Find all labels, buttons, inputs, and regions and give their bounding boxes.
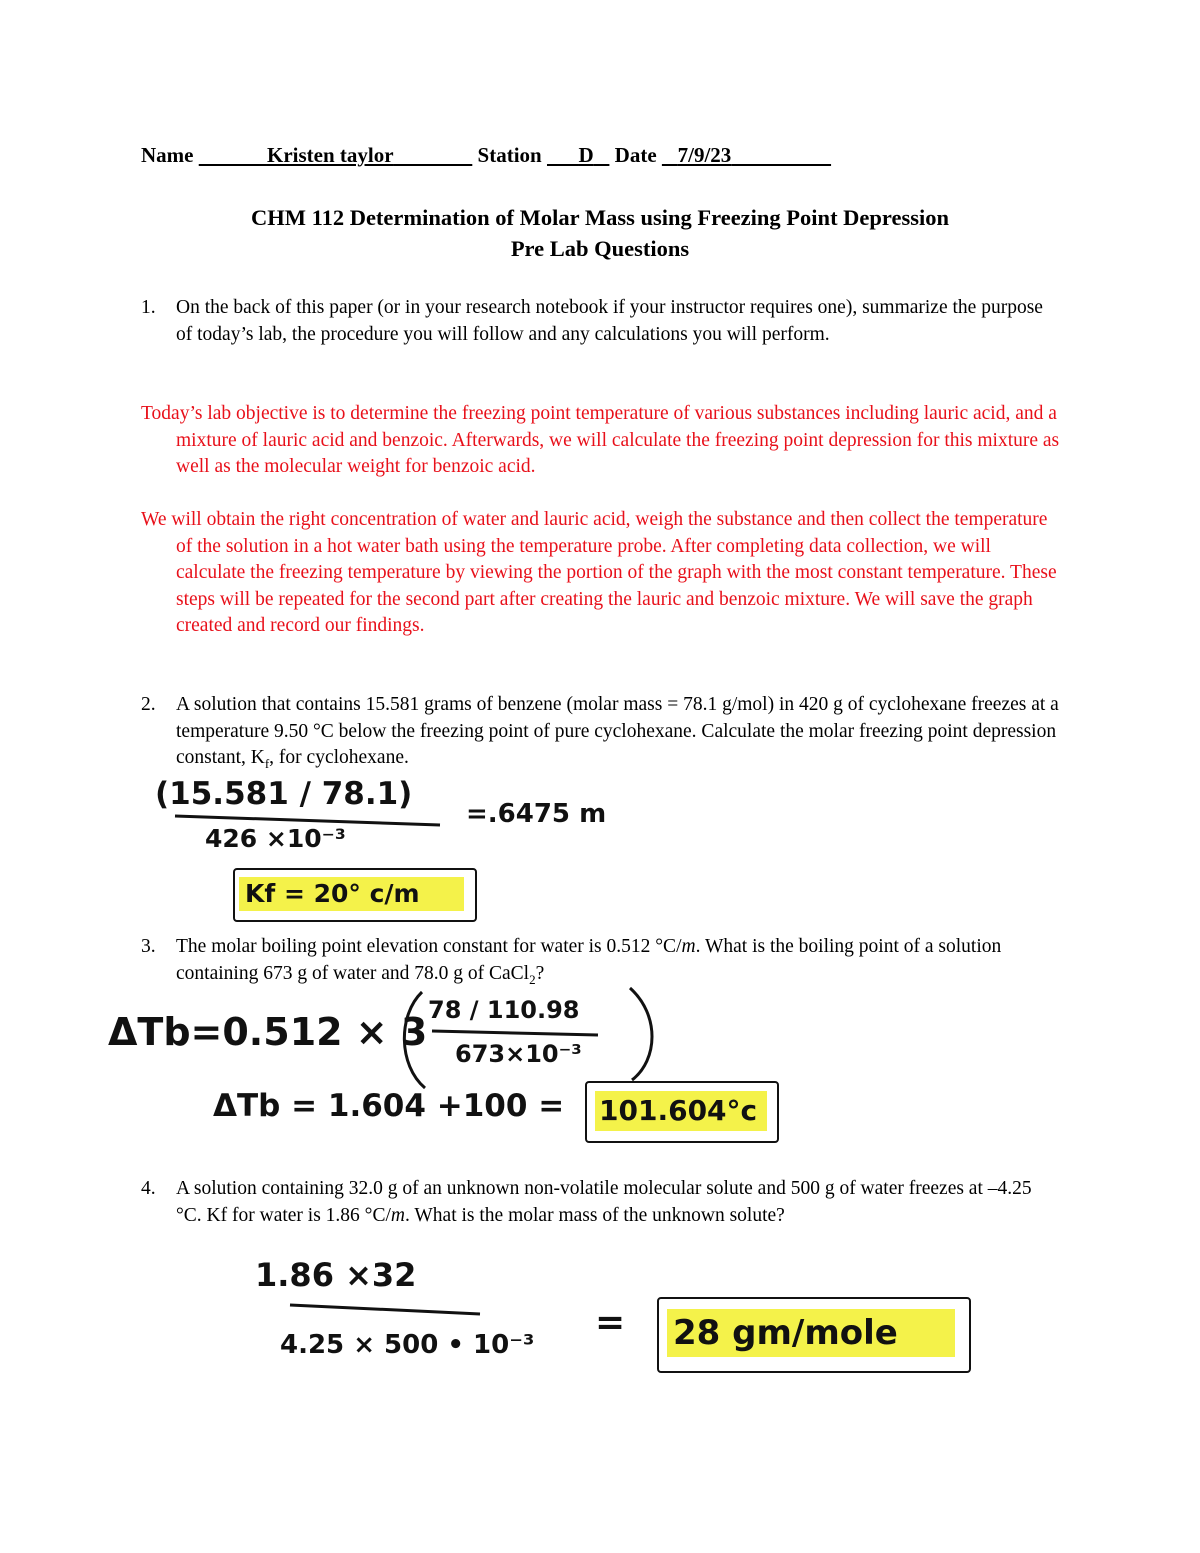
q3-close-paren <box>630 988 652 1080</box>
date-value: 7/9/23 <box>677 143 732 167</box>
question-number: 3. <box>141 936 156 957</box>
q2-hw-numerator: (15.581 / 78.1) <box>155 776 413 812</box>
name-value: Kristen taylor <box>266 143 394 167</box>
q3-hw-line2: ΔTb = 1.604 +100 = <box>213 1088 565 1124</box>
q3-open-paren <box>404 992 425 1088</box>
question-number: 4. <box>141 1178 156 1199</box>
q3-fraction-bar <box>432 1031 598 1035</box>
q2-hw-answer: Kf = 20° c/m <box>239 877 464 911</box>
subscript: 2 <box>529 971 536 987</box>
name-label: Name <box>141 143 194 167</box>
q3-hw-answer: 101.604°c <box>595 1091 767 1131</box>
station-value: D <box>578 143 594 167</box>
title-line-2: Pre Lab Questions <box>510 236 690 261</box>
question-number: 2. <box>141 694 156 715</box>
q2-fraction-bar <box>175 816 440 825</box>
unit-molal: m <box>390 1204 405 1226</box>
unit-molal: m <box>681 936 696 957</box>
q4-hw-equals: = <box>595 1302 626 1343</box>
question-text-part: A solution that contains 15.581 grams of benzene (molar mass = 78.1 g/mol) in 420 g of cyclohexane freezes at a temperature 9.50 °C below the freezing point of pure cyclohexane. Calculate the molar freezing point depression constant, K <box>176 694 1059 768</box>
q3-hw-lhs: ΔTb=0.512 × 3 <box>108 1010 428 1054</box>
answer-1-paragraph-1: Today’s lab objective is to determine the freezing point temperature of various substances including lauric acid, and a mixture of lauric acid and benzoic. Afterwards, we will calculate the freezing point depression for this mixture as well as the molecular weight for benzoic acid. <box>141 403 1060 477</box>
subscript: f <box>264 755 270 771</box>
question-text-part: The molar boiling point elevation constant for water is 0.512 °C/ <box>176 936 682 957</box>
question-text-part: . What is the boiling point of a solution containing 673 g of water and 78.0 g of CaCl <box>176 936 1002 984</box>
q4-hw-numerator: 1.86 ×32 <box>255 1256 417 1294</box>
date-label: Date <box>614 143 657 167</box>
q2-hw-denominator: 426 ×10⁻³ <box>205 824 346 853</box>
station-label: Station <box>477 143 542 167</box>
q4-fraction-bar <box>290 1305 480 1314</box>
q3-hw-denominator: 673×10⁻³ <box>455 1040 582 1068</box>
q2-hw-result: =.6475 m <box>466 799 607 829</box>
question-text-part: . What is the molar mass of the unknown solute? <box>405 1204 785 1226</box>
q3-hw-numerator: 78 / 110.98 <box>428 996 580 1024</box>
question-text-part: ? <box>535 962 545 984</box>
question-text-part: A solution containing 32.0 g of an unknown non-volatile molecular solute and 500 g of water freezes at –4.25 °C. Kf for water is 1.86 °C/ <box>176 1178 1032 1226</box>
q4-hw-denominator: 4.25 × 500 • 10⁻³ <box>280 1330 535 1360</box>
question-text-part: , for cyclohexane. <box>269 747 409 768</box>
q4-hw-answer: 28 gm/mole <box>667 1309 955 1357</box>
answer-1-paragraph-2: We will obtain the right concentration of water and lauric acid, weigh the substance and then collect the temperature of the solution in a hot water bath using the temperature probe. After completing data collection, we will calculate the freezing temperature by viewing the portion of the graph with the most constant temperature. These steps will be repeated for the second part after creating the lauric and benzoic mixture. We will save the graph created and record our findings. <box>141 509 1057 636</box>
question-text: On the back of this paper (or in your research notebook if your instructor requires one), summarize the purpose of today’s lab, the procedure you will follow and any calculations you will perform. <box>176 297 1043 345</box>
question-number: 1. <box>141 297 156 318</box>
title-line-1: CHM 112 Determination of Molar Mass using Freezing Point Depression <box>250 205 950 230</box>
